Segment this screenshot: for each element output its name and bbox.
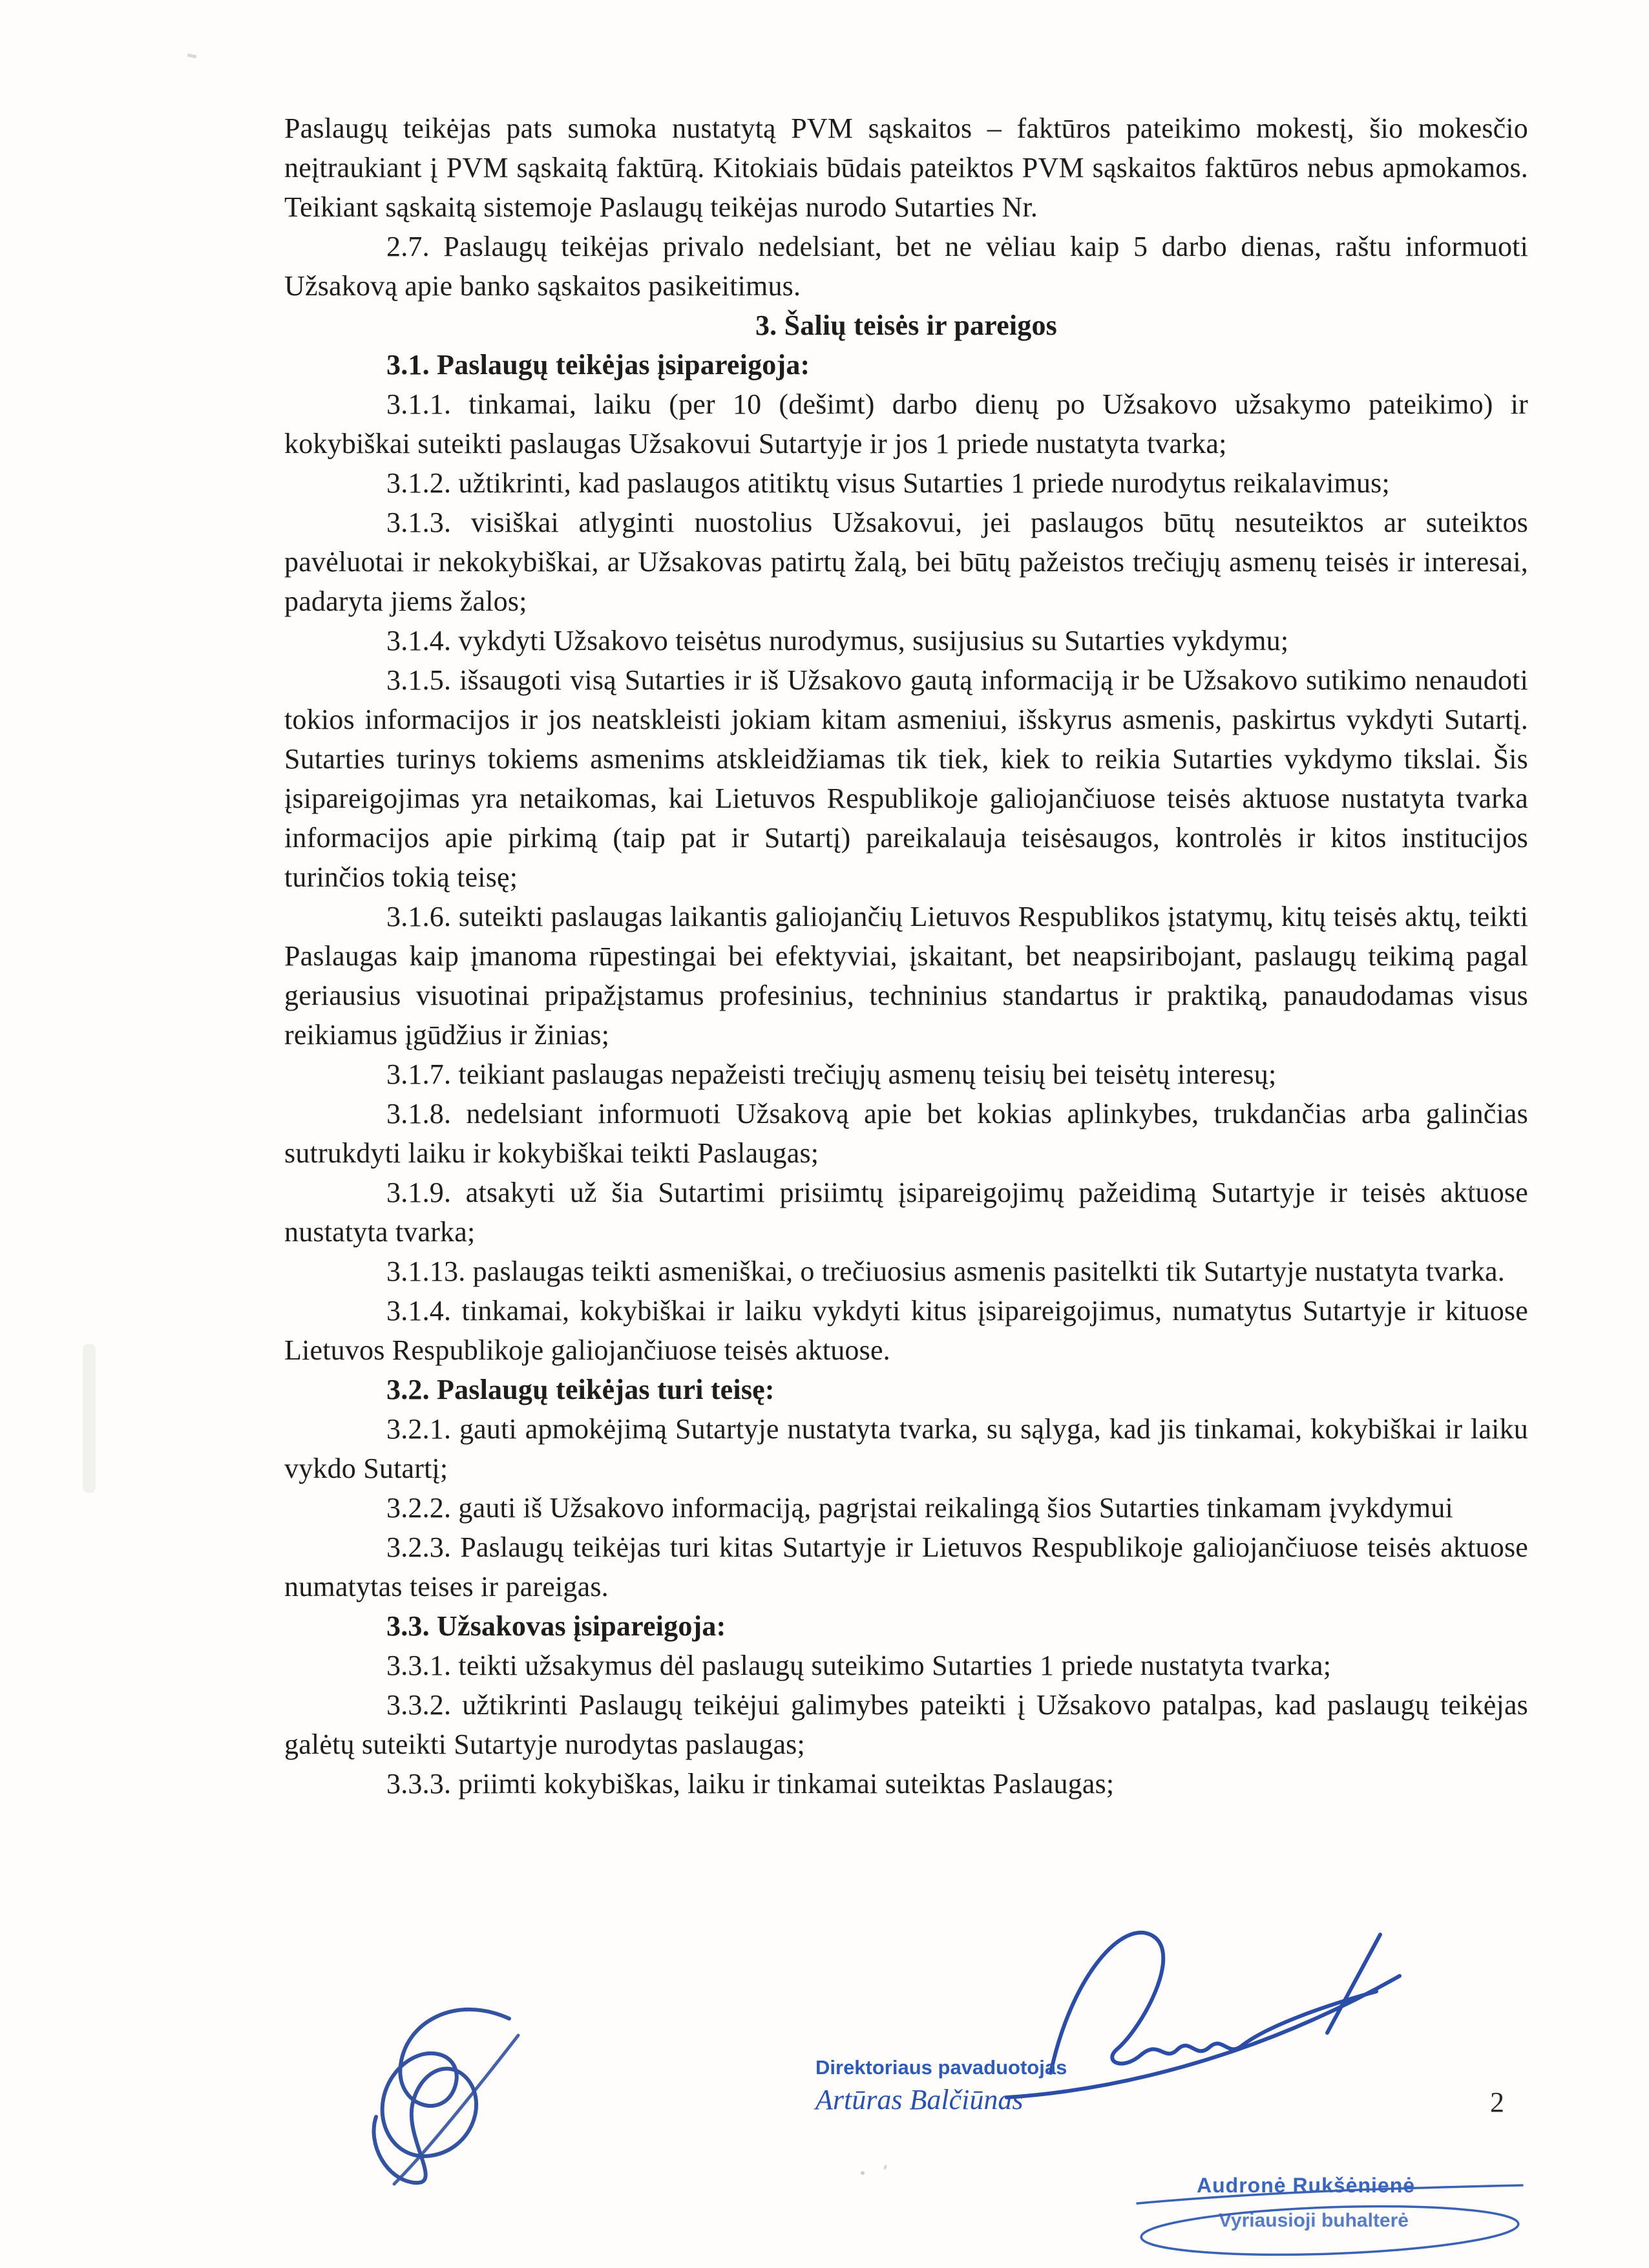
paragraph: 3.1.4. vykdyti Užsakovo teisėtus nurodymus, susijusius su Sutarties vykdymu; (386, 625, 1289, 656)
scan-artifact (883, 2165, 887, 2170)
paragraph: 3.1.13. paslaugas teikti asmeniškai, o trečiuosius asmenis pasitelkti tik Sutartyje nustatyta tvarka. (386, 1255, 1505, 1287)
paragraph: 3.1.7. teikiant paslaugas nepažeisti trečiųjų asmenų teisių bei teisėtų interesų; (386, 1058, 1277, 1090)
signer-role-left: Direktoriaus pavaduotojas (815, 2056, 1067, 2079)
handwritten-signature-main (989, 1900, 1415, 2113)
paragraph: 3.2.2. gauti iš Užsakovo informaciją, pagrįstai reikalingą šios Sutarties tinkamam įvykdymui (386, 1492, 1453, 1524)
signer-name-left: Artūras Balčiūnas (815, 2084, 1024, 2116)
scan-artifact (187, 54, 197, 59)
signer-role-right: Vyriausioji buhalterė (1219, 2210, 1409, 2231)
handwritten-signature-left (317, 1990, 588, 2197)
scan-artifact (83, 1344, 96, 1493)
paragraph: 3.1.4. tinkamai, kokybiškai ir laiku vykdyti kitus įsipareigojimus, numatytus Sutartyje ir kituose Lietuvos Respublikoje galiojančiuose teisės aktuose. (284, 1295, 1528, 1366)
paragraph: 3.1.9. atsakyti už šia Sutartimi prisiimtų įsipareigojimų pažeidimą Sutartyje ir teisės aktuose nustatyta tvarka; (284, 1177, 1528, 1248)
scan-artifact (861, 2171, 865, 2175)
paragraph: 3.1.5. išsaugoti visą Sutarties ir iš Užsakovo gautą informaciją ir be Užsakovo sutikimo nenaudoti tokios informacijos ir jos neatskleisti jokiam kitam asmeniui, išskyrus asmenis, paskirtus vykdyti Sutartį. Sutarties turinys tokiems asmenims atskleidžiamas tik tiek, kiek to reikia Sutarties vykdymo tikslai. Šis įsipareigojimas yra netaikomas, kai Lietuvos Respublikoje galiojančiuose teisės aktuose nustatyta tvarka informacijos apie pirkimą (taip pat ir Sutartį) pareikalauja teisėsaugos, kontrolės ir kitos institucijos turinčios tokią teisę; (284, 664, 1528, 893)
paragraph: 3.1.3. visiškai atlyginti nuostolius Užsakovui, jei paslaugos būtų nesuteiktos ar suteiktos pavėluotai ir nekokybiškai, ar Užsakovas patirtų žalą, bei būtų pažeistos trečiųjų asmenų teisės ir interesai, padaryta jiems žalos; (284, 507, 1528, 617)
paragraph: Paslaugų teikėjas pats sumoka nustatytą PVM sąskaitos – faktūros pateikimo mokestį, šio mokesčio neįtraukiant į PVM sąskaitą faktūrą. Kitokiais būdais pateiktos PVM sąskaitos faktūros nebus apmokamos. Teikiant sąskaitą sistemoje Paslaugų teikėjas nurodo Sutarties Nr. (284, 112, 1528, 223)
document-body (284, 109, 1528, 1803)
signer-name-right: Audronė Rukšėnienė (1197, 2174, 1416, 2197)
paragraph: 3.3.2. užtikrinti Paslaugų teikėjui galimybes pateikti į Užsakovo patalpas, kad paslaugų teikėjas galėtų suteikti Sutartyje nurodytas paslaugas; (284, 1689, 1528, 1760)
page-number: 2 (1490, 2086, 1504, 2118)
paragraph: 3.1.2. užtikrinti, kad paslaugos atitiktų visus Sutarties 1 priede nurodytus reikalavimus; (386, 467, 1390, 499)
paragraph: 3.3.1. teikti užsakymus dėl paslaugų suteikimo Sutarties 1 priede nustatyta tvarka; (386, 1650, 1332, 1681)
paragraph: 2.7. Paslaugų teikėjas privalo nedelsiant, bet ne vėliau kaip 5 darbo dienas, raštu informuoti Užsakovą apie banko sąskaitos pasikeitimus. (284, 231, 1528, 302)
paragraph: 3.1.6. suteikti paslaugas laikantis galiojančių Lietuvos Respublikos įstatymų, kitų teisės aktų, teikti Paslaugas kaip įmanoma rūpestingai bei efektyviai, įskaitant, bet neapsiribojant, paslaugų teikimą pagal geriausius visuotinai pripažįstamus profesinius, techninius standartus ir praktiką, panaudodamas visus reikiamus įgūdžius ir žinias; (284, 901, 1528, 1051)
paragraph: 3.1.8. nedelsiant informuoti Užsakovą apie bet kokias aplinkybes, trukdančias arba galinčias sutrukdyti laiku ir kokybiškai teikti Paslaugas; (284, 1098, 1528, 1169)
paragraph: 3.3.3. priimti kokybiškas, laiku ir tinkamai suteiktas Paslaugas; (386, 1768, 1115, 1800)
stamp-ellipse (1123, 2163, 1537, 2260)
paragraph: 3.1. Paslaugų teikėjas įsipareigoja: (386, 349, 810, 381)
paragraph: 3.3. Užsakovas įsipareigoja: (386, 1610, 726, 1642)
paragraph: 3.2.1. gauti apmokėjimą Sutartyje nustatyta tvarka, su sąlyga, kad jis tinkamai, kokybiškai ir laiku vykdo Sutartį; (284, 1413, 1528, 1484)
paragraph: 3. Šalių teisės ir pareigos (755, 310, 1057, 341)
paragraph: 3.1.1. tinkamai, laiku (per 10 (dešimt) darbo dienų po Užsakovo užsakymo pateikimo) ir kokybiškai suteikti paslaugas Užsakovui Sutartyje ir jos 1 priede nustatyta tvarka; (284, 388, 1528, 459)
paragraph: 3.2.3. Paslaugų teikėjas turi kitas Sutartyje ir Lietuvos Respublikoje galiojančiuose teisės aktuose numatytas teises ir pareigas. (284, 1531, 1528, 1602)
paragraph: 3.2. Paslaugų teikėjas turi teisę: (386, 1374, 775, 1405)
